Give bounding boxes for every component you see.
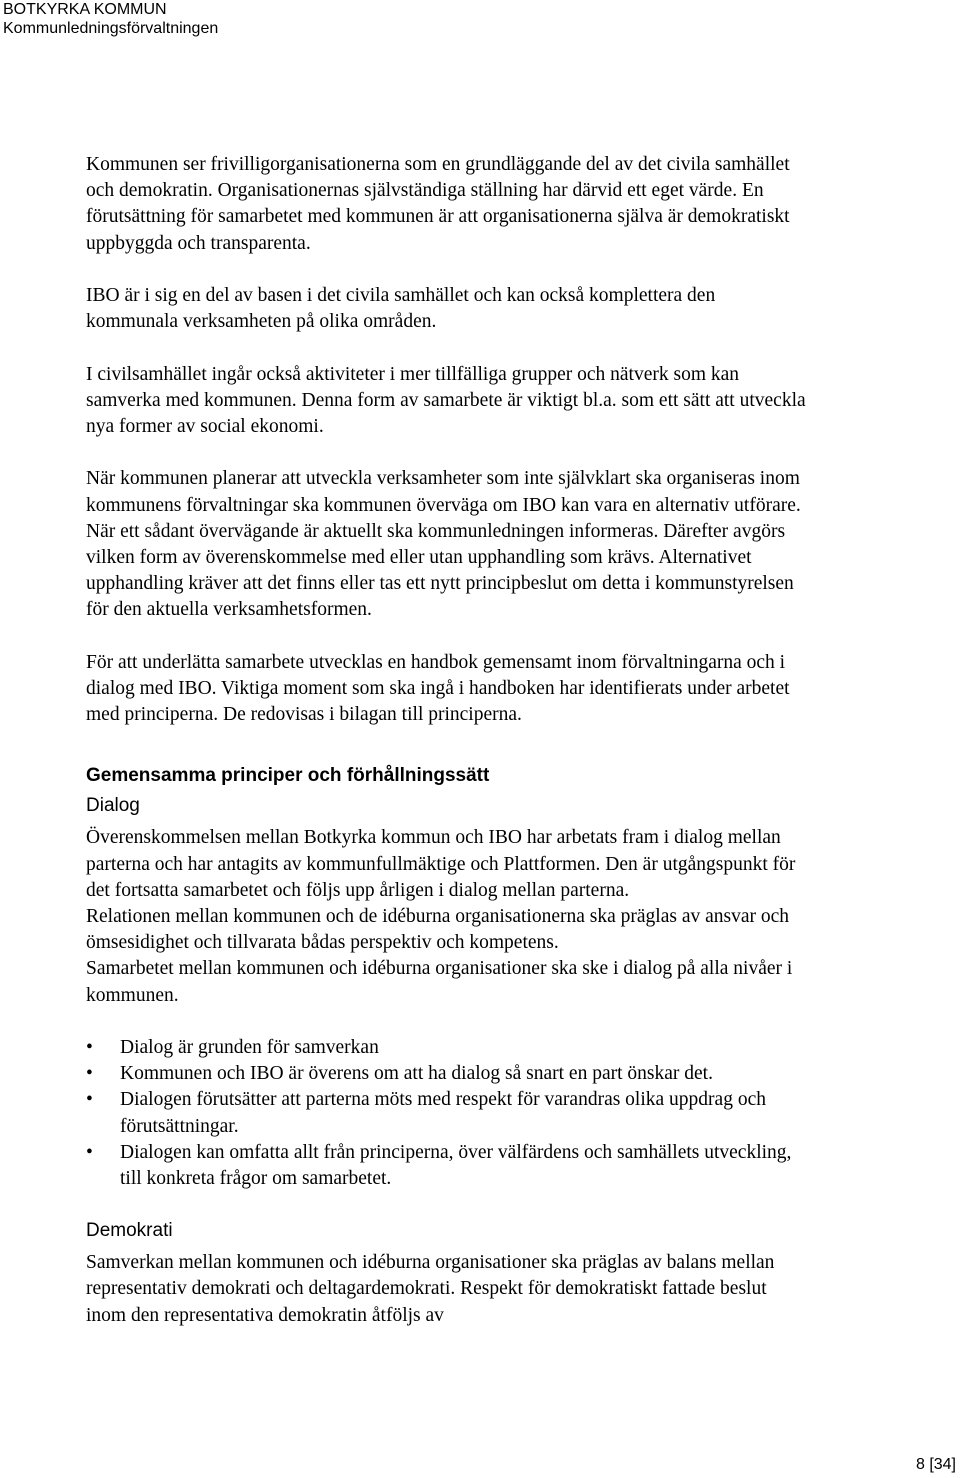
list-item-text: Kommunen och IBO är överens om att ha dialog så snart en part önskar det. [120, 1063, 713, 1085]
header-department: Kommunledningsförvaltningen [3, 20, 219, 37]
paragraph-demokrati: Samverkan mellan kommunen och idéburna organisationer ska präglas av balans mellan representativ demokrati och deltagardemokrati. Respekt för demokratiskt fattade beslut inom den representativa demokratin åtföljs av [86, 1252, 775, 1326]
subheading-dialog: Dialog [86, 795, 140, 817]
list-item [86, 1061, 806, 1087]
list-item [86, 1140, 806, 1192]
bullet-icon: • [86, 1141, 93, 1163]
list-item [86, 1035, 806, 1061]
bullet-icon: • [86, 1063, 93, 1085]
header-organization: BOTKYRKA KOMMUN [3, 1, 167, 18]
document-header [3, 0, 218, 38]
paragraph-civilsamhallet: I civilsamhället ingår också aktiviteter i mer tillfälliga grupper och nätverk som kan samverka med kommunen. Denna form av samarbete är viktigt bl.a. som ett sätt att utveckla nya former av social ekonomi. [86, 363, 806, 437]
section-heading: Gemensamma principer och förhållningssätt [86, 765, 490, 787]
list-item-text: Dialogen kan omfatta allt från principerna, över välfärdens och samhällets utveckling, till konkreta frågor om samarbetet. [120, 1141, 792, 1190]
paragraph-dialog-2: Relationen mellan kommunen och de idéburna organisationerna ska präglas av ansvar och ömsesidighet och tillvarata bådas perspektiv och kompetens. [86, 906, 790, 954]
dialog-bullet-list [86, 1035, 806, 1192]
document-body [86, 152, 806, 1329]
paragraph-dialog-1: Överenskommelsen mellan Botkyrka kommun och IBO har arbetats fram i dialog mellan parterna och har antagits av kommunfullmäktige och Plattformen. Den är utgångspunkt för det fortsatta samarbetet och följs upp årligen i dialog mellan parterna. [86, 827, 796, 901]
paragraph-dialog-3: Samarbetet mellan kommunen och idéburna organisationer ska ske i dialog på alla nivåer i kommunen. [86, 958, 793, 1006]
bullet-icon: • [86, 1037, 93, 1059]
page-number: 8 [34] [915, 1456, 956, 1473]
list-item-text: Dialog är grunden för samverkan [120, 1037, 379, 1059]
paragraph-planering: När kommunen planerar att utveckla verksamheter som inte självklart ska organiseras inom kommunens förvaltningar ska kommunen överväga om IBO kan vara en alternativ utförare. När ett sådant övervägande är aktuellt ska kommunledningen informeras. Därefter avgörs vilken form av överenskommelse med eller utan upphandling som krävs. Alternativet upphandling kräver att det finns eller tas ett nytt principbeslut om detta i kommunstyrelsen för den aktuella verksamhetsformen. [86, 468, 801, 621]
paragraph-handbok: För att underlätta samarbete utvecklas en handbok gemensamt inom förvaltningarna och i dialog med IBO. Viktiga moment som ska ingå i handboken har identifierats under arbetet med principerna. De redovisas i bilagan till principerna. [86, 651, 790, 726]
list-item [86, 1087, 806, 1139]
subheading-demokrati: Demokrati [86, 1220, 173, 1242]
paragraph-intro: Kommunen ser frivilligorganisationerna som en grundläggande del av det civila samhället och demokratin. Organisationernas självständiga ställning har därvid ett eget värde. En förutsättning för samarbetet med kommunen är att organisationerna själva är demokratiskt uppbyggda och transparenta. [86, 154, 790, 254]
paragraph-ibo: IBO är i sig en del av basen i det civila samhället och kan också komplettera den kommunala verksamheten på olika områden. [86, 285, 716, 333]
list-item-text: Dialogen förutsätter att parterna möts med respekt för varandras olika uppdrag och förutsättningar. [120, 1089, 766, 1137]
bullet-icon: • [86, 1089, 93, 1111]
